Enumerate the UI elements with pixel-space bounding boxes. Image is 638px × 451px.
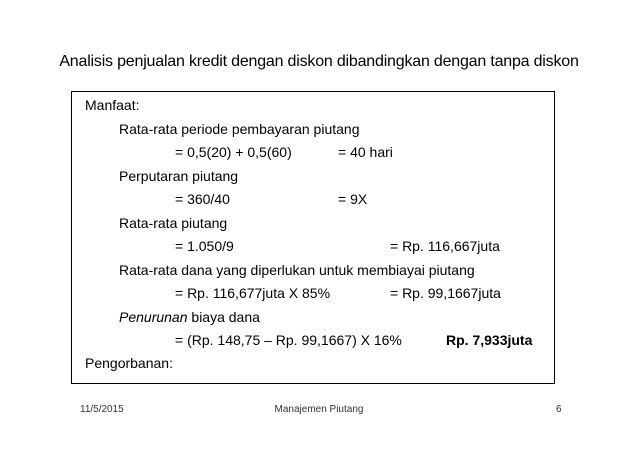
slide-title: Analisis penjualan kredit dengan diskon dibandingkan dengan tanpa diskon [59, 53, 579, 70]
rata-piutang-calc: = 1.050/9 [175, 238, 234, 254]
penurunan-calc: = (Rp. 148,75 – Rp. 99,1667) X 16% [175, 332, 402, 348]
rata-periode-calc: = 0,5(20) + 0,5(60) [175, 144, 292, 160]
rata-dana-calc: = Rp. 116,677juta X 85% [175, 285, 331, 301]
footer-page: 6 [556, 404, 562, 415]
rata-periode-result: = 40 hari [338, 144, 393, 160]
penurunan-rest: biaya dana [187, 309, 260, 325]
manfaat-heading: Manfaat: [85, 97, 140, 113]
rata-piutang-label: Rata-rata piutang [119, 215, 228, 231]
footer-center: Manajemen Piutang [274, 404, 364, 415]
rata-dana-label: Rata-rata dana yang diperlukan untuk membiayai piutang [119, 262, 475, 278]
penurunan-italic: Penurunan [119, 309, 188, 325]
rata-piutang-result: = Rp. 116,667juta [390, 238, 500, 254]
rata-periode-label: Rata-rata periode pembayaran piutang [119, 121, 360, 137]
penurunan-label [119, 309, 260, 325]
perputaran-label: Perputaran piutang [119, 168, 239, 184]
perputaran-calc: = 360/40 [175, 191, 230, 207]
penurunan-result: Rp. 7,933juta [446, 332, 533, 348]
pengorbanan-heading: Pengorbanan: [85, 355, 173, 371]
perputaran-result: = 9X [338, 191, 368, 207]
rata-dana-result: = Rp. 99,1667juta [390, 285, 501, 301]
footer-date: 11/5/2015 [80, 404, 124, 415]
